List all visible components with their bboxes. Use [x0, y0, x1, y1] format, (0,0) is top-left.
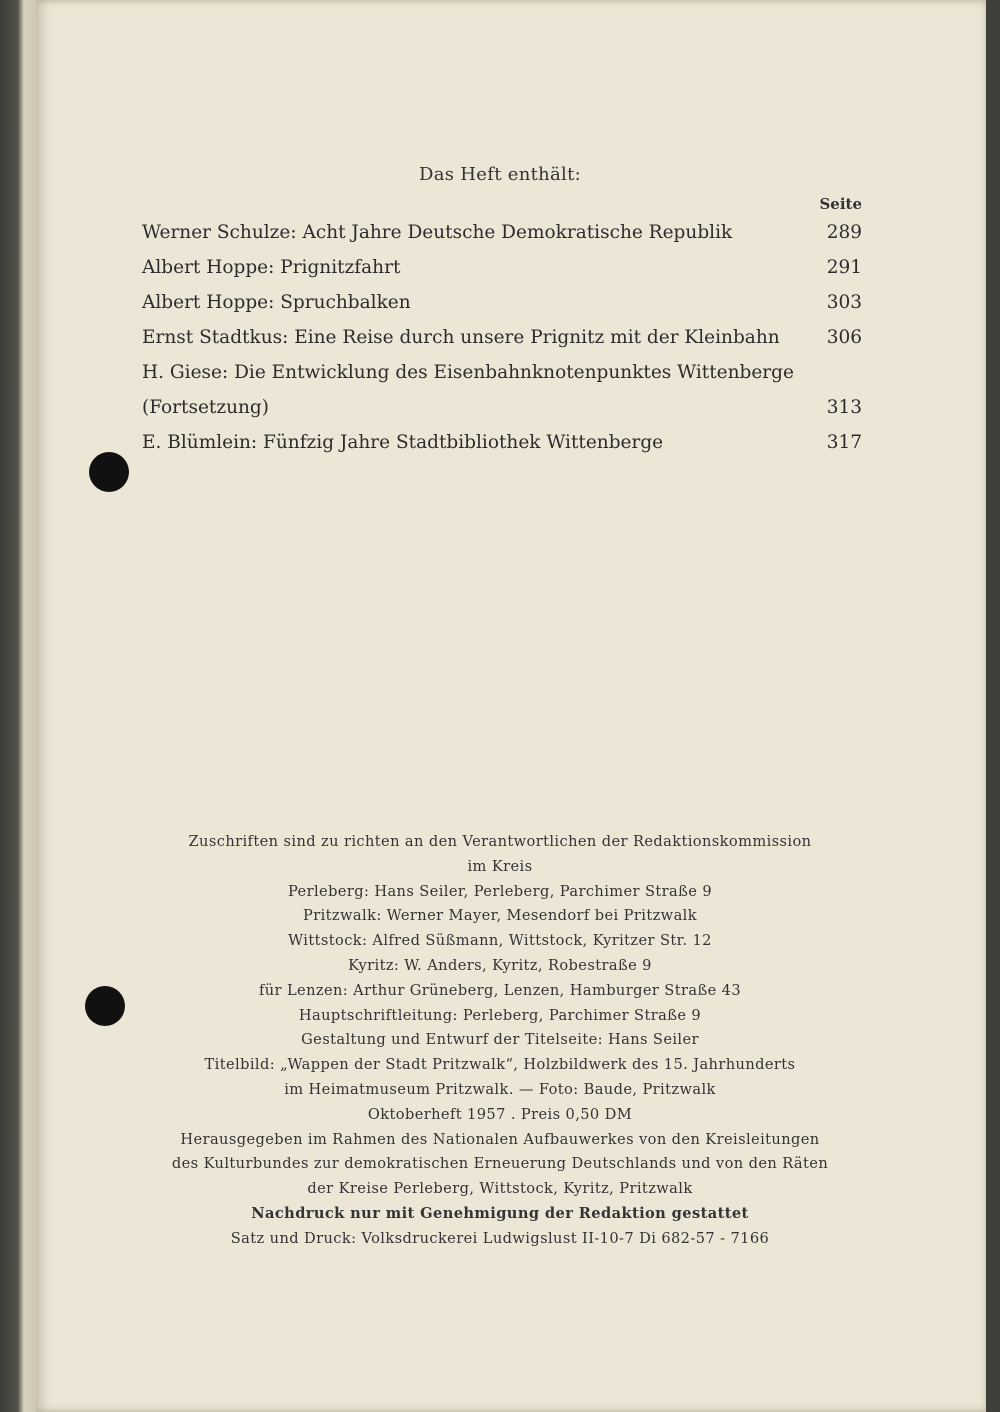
- table-of-contents: [142, 222, 862, 467]
- toc-entry: [142, 257, 862, 292]
- toc-entry-title: E. Blümlein: Fünfzig Jahre Stadtbibliothek Wittenberge: [142, 432, 664, 453]
- imprint-line: Pritzwalk: Werner Mayer, Mesendorf bei Pritzwalk: [303, 907, 697, 925]
- toc-entry: [142, 327, 862, 362]
- imprint-line: Titelbild: „Wappen der Stadt Pritzwalk“, Holzbildwerk des 15. Jahrhunderts: [204, 1056, 796, 1074]
- toc-entry-page: 313: [826, 397, 862, 418]
- toc-entry-title: Albert Hoppe: Spruchbalken: [142, 292, 411, 313]
- imprint-line: Wittstock: Alfred Süßmann, Wittstock, Kyritzer Str. 12: [288, 932, 712, 950]
- toc-entry-page: 306: [826, 327, 862, 348]
- imprint-line: Oktoberheft 1957 . Preis 0,50 DM: [367, 1105, 633, 1123]
- imprint-line: des Kulturbundes zur demokratischen Erneuerung Deutschlands und von den Räten: [171, 1155, 829, 1173]
- imprint-block: [0, 830, 1000, 1252]
- toc-entry-page: 291: [826, 257, 862, 278]
- imprint-line: der Kreise Perleberg, Wittstock, Kyritz, Pritzwalk: [307, 1180, 693, 1198]
- toc-entry: [142, 432, 862, 467]
- toc-entry: [142, 222, 862, 257]
- printer-line: Satz und Druck: Volksdruckerei Ludwigslust II-10-7 Di 682-57 - 7166: [230, 1229, 770, 1247]
- imprint-line: im Heimatmuseum Pritzwalk. — Foto: Baude, Pritzwalk: [284, 1080, 716, 1098]
- imprint-line: Kyritz: W. Anders, Kyritz, Robestraße 9: [348, 956, 652, 974]
- toc-entry-title: Albert Hoppe: Prignitzfahrt: [142, 257, 401, 278]
- imprint-line: Gestaltung und Entwurf der Titelseite: Hans Seiler: [301, 1031, 699, 1049]
- toc-entry: [142, 397, 862, 432]
- punch-hole-upper: [89, 452, 129, 492]
- toc-entry: [142, 292, 862, 327]
- imprint-line: für Lenzen: Arthur Grüneberg, Lenzen, Hamburger Straße 43: [258, 981, 742, 999]
- toc-entry-title: Werner Schulze: Acht Jahre Deutsche Demokratische Republik: [142, 222, 733, 243]
- page-column-label: Seite: [819, 195, 862, 213]
- toc-entry: [142, 362, 862, 397]
- toc-entry-title: H. Giese: Die Entwicklung des Eisenbahnknotenpunktes Wittenberge: [142, 362, 794, 383]
- reprint-notice: Nachdruck nur mit Genehmigung der Redaktion gestattet: [251, 1204, 749, 1222]
- imprint-line: Herausgegeben im Rahmen des Nationalen Aufbauwerkes von den Kreisleitungen: [180, 1130, 820, 1148]
- toc-entry-title: Ernst Stadtkus: Eine Reise durch unsere Prignitz mit der Kleinbahn: [142, 327, 780, 348]
- toc-entry-page: 303: [826, 292, 862, 313]
- imprint-line: Perleberg: Hans Seiler, Perleberg, Parchimer Straße 9: [287, 882, 712, 900]
- toc-entry-page: 317: [826, 432, 862, 453]
- imprint-line: Zuschriften sind zu richten an den Verantwortlichen der Redaktionskommission: [188, 833, 812, 850]
- contents-heading: Das Heft enthält:: [418, 164, 582, 185]
- toc-entry-page: 289: [826, 222, 862, 243]
- imprint-line: Hauptschriftleitung: Perleberg, Parchimer Straße 9: [298, 1006, 702, 1024]
- imprint-line: im Kreis: [467, 857, 533, 875]
- toc-entry-title: (Fortsetzung): [142, 397, 269, 418]
